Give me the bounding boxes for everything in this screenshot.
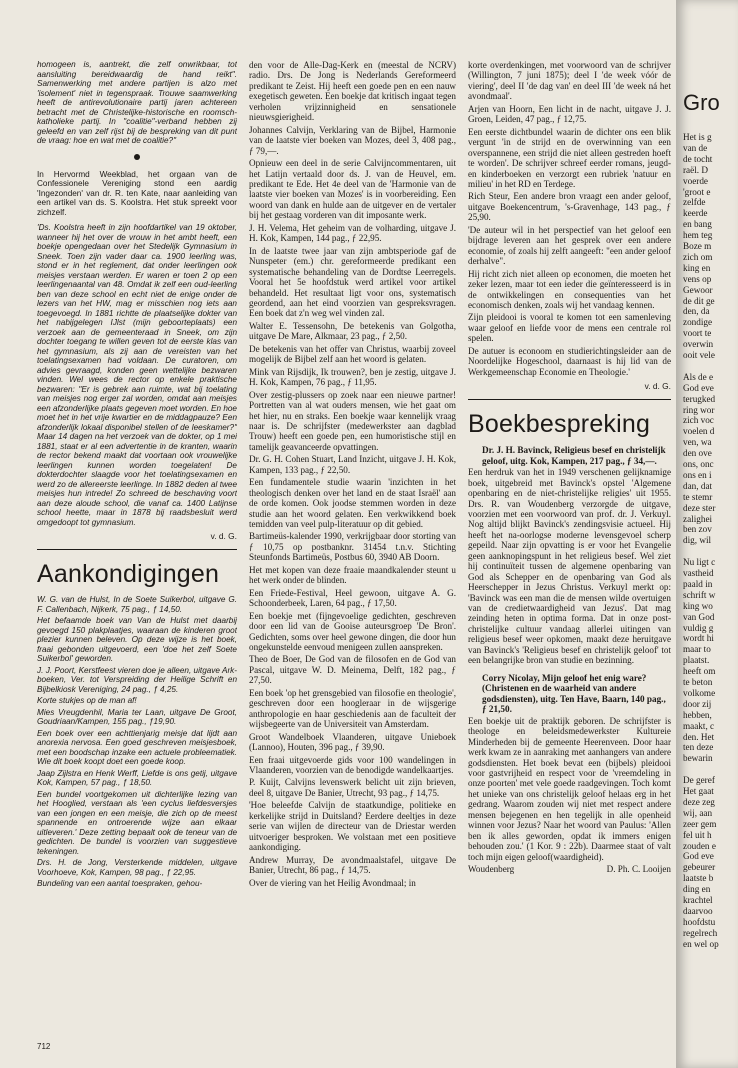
next-page-line: zelfde	[683, 197, 706, 208]
column-left	[37, 60, 237, 1040]
announcement-entry: De betekenis van het offer van Christus, waarbij zoveel mogelijk de Bijbel zelf aan het woord is gelaten.	[249, 343, 456, 365]
next-page-edge	[676, 0, 738, 1068]
next-page-line: God eve	[683, 382, 714, 393]
announcement-entry: Bartimeüs-kalender 1990, verkrijgbaar door storting van ƒ 10,75 op postbanknr. 31454 t.n.v. Stichting Steunfonds Bartimeüs, Postbus 60, 3940 AB Doorn.	[249, 531, 456, 563]
column-middle	[249, 60, 456, 1040]
next-page-line: dig, wil	[683, 535, 712, 546]
next-page-line: paald in	[683, 578, 713, 589]
next-page-line: ooit vele	[683, 350, 715, 360]
review-title-nicolay: Corry Nicolay, Mijn geloof het enig ware? (Christenen en de waarheid van andere godsdiensten), uitg. Ten Have, Baarn, 140 pag., ƒ 21,50.	[482, 672, 666, 715]
next-page-line: den ove	[683, 448, 712, 459]
next-page-line: Het gaat	[683, 786, 714, 796]
next-page-line: king en	[683, 262, 711, 273]
next-page-line: vastheid	[683, 568, 714, 578]
heading-aankondigingen: Aankondigingen	[37, 560, 220, 588]
next-page-heading: Gro	[683, 90, 720, 115]
signature-author: D. Ph. C. Looijen	[606, 864, 671, 875]
announcement-entry: Drs. H. de Jong, Versterkende middelen, uitgave Voorhoeve, Kok, Kampen, 98 pag., ƒ 22,95.	[37, 858, 237, 877]
announcement-entry: Het met kopen van deze fraaie maandkalender steunt u het werk onder de blinden.	[249, 564, 456, 586]
next-page-line: deze zeg	[683, 796, 715, 807]
next-page-line: voerde	[683, 175, 708, 186]
announcement-entry: Dr. G. H. Cohen Stuart, Land Inzicht, uitgave J. H. Kok, Kampen, 133 pag., ƒ 22,50.	[249, 454, 456, 475]
announcement-entry: Een boek over een achttienjarig meisje dat lijdt aan anorexia nervosa. Een goed geschreven meisjesboek, met een boodschap inzake een actuele probleematiek. Wie dit boek koopt doet een goede koop.	[37, 728, 237, 766]
review-signature	[468, 864, 671, 874]
announcement-entry: Andrew Murray, De avondmaalstafel, uitgave De Banier, Utrecht, 86 pag., ƒ 14,75.	[249, 854, 456, 876]
next-page-line: zich om	[683, 251, 713, 262]
announcement-entry: De autuer is econoom en studierichtingsleider aan de Noordelijke Hogeschool, daarnaast is hij lid van de Werkgemeenschap Economie en Theologie.'	[468, 345, 671, 377]
next-page-line: bewarin	[683, 753, 713, 764]
signature-place: Woudenberg	[468, 864, 515, 875]
next-page-line: Nu ligt c	[683, 557, 716, 568]
announcement-entry: W. G. van de Hulst, In de Soete Suikerbol, uitgave G. F. Callenbach, Nijkerk, 75 pag., ƒ 14,50.	[37, 595, 237, 614]
next-page-line: ring wor	[683, 404, 715, 415]
next-page-line: deze ster	[683, 502, 716, 513]
next-page-line: plaatst.	[683, 655, 710, 666]
next-page-line: maakt, c	[683, 720, 715, 731]
announcement-entry: 'Hoe beleefde Calvijn de staatkundige, politieke en kerkelijke strijd in Duitsland? Eerdere deeltjes in deze serie van wijlen de directeur van de Driestar werden uitvoeriger besproken. We volstaan met een positieve aankondiging.	[249, 800, 456, 853]
announcement-entry: J. H. Velema, Het geheim van de volharding, uitgave J. H. Kok, Kampen, 144 pag., ƒ 22,95.	[249, 222, 456, 244]
next-page-line: maar to	[683, 644, 711, 655]
next-page-line: den, da	[683, 306, 710, 317]
next-page-line: voelen d	[683, 426, 715, 437]
announcement-entry: Een fraai uitgevoerde gids voor 100 wandelingen in Vlaanderen, voorzien van de benodigde wandelkaartjes.	[249, 754, 456, 775]
announcement-entry: den voor de Alle-Dag-Kerk en (meestal de NCRV) radio. Drs. De Jong is Nederlands Gereformeerd predikant te Zeist. Hij heeft een goede pen en een nauw exegetisch geweten. Een boekje dat kritisch ingaat tegen verholen vrijzinnigheid en sensationele nieuwsgierigheid.	[249, 60, 456, 123]
bullet-separator	[134, 154, 140, 160]
announcement-entry: Groot Wandelboek Vlaanderen, uitgave Unieboek (Lannoo), Houten, 396 pag., ƒ 39,90.	[249, 731, 456, 753]
announcement-entry: Een eerste dichtbundel waarin de dichter ons een blik vergunt 'in de strijd en de overwinning van een overspannene, een strijd die niet alleen gestreden hoeft te worden'. De schrijver schreef eerder romans, jeugd- en kinderboeken en verzorgt een rubriek 'natuur en milieu' in het RD en Terdege.	[468, 126, 671, 189]
next-page-line: keerde	[683, 208, 708, 219]
announcement-entry: Mink van Rijsdijk, Ik trouwen?, ben je zestig, uitgave J. H. Kok, Kampen, 76 pag., ƒ 11,95.	[249, 366, 456, 388]
announcement-entry: Zijn pleidooi is vooral te komen tot een samenleving waar geloof en liefde voor de mens een centrale rol spelen.	[468, 312, 671, 344]
next-page-line: hebben,	[683, 709, 712, 720]
review-title-bavinck: Dr. J. H. Bavinck, Religieus besef en christelijk geloof, uitg. Kok, Kampen, 217 pag., ƒ 34,—.	[482, 445, 666, 466]
next-page-line: de dit ge	[683, 295, 715, 306]
next-page-line: en wel op	[683, 938, 719, 949]
next-page-line: door zij	[683, 698, 712, 709]
announcement-entry: Een bundel voortgekomen uit dichterlijke lezing van het Hooglied, verstaan als 'een cyclus liefdesversjes van een jongen en een meisje, die zich op de meest spannende en ontroerende wijze aan elkaar uitleveren.' Deze zetting bepaalt ook de teneur van de gedichten. De bundel is voorzien van suggestieve tekeningen.	[37, 789, 237, 856]
next-page-line: te stemr	[683, 491, 713, 502]
next-page-line: 'groot e	[683, 186, 711, 197]
announcement-list	[37, 595, 237, 889]
announcement-entry: Johannes Calvijn, Verklaring van de Bijbel, Harmonie van de laatste vier boeken van Mozes, deel 3, 408 pag., ƒ 79,—.	[249, 124, 456, 156]
next-page-line: van God	[683, 611, 715, 622]
announcement-entry: Een fundamentele studie waarin 'inzichten in het theologisch denken over het land en de staat Israël' aan de orde komen. Ook joodse stemmen worden in deze studie aan het woord gelaten. Een verkwikkend boek temidden van veel pulp-literatuur op dit gebied.	[249, 477, 456, 530]
next-page-line: den. Het	[683, 731, 715, 742]
section-rule	[468, 399, 671, 400]
next-page-line: Gewoor	[683, 284, 713, 295]
announcement-entry: P. Kuijt, Calvijns levenswerk belicht uit zijn brieven, deel 8, uitgave De Banier, Utrecht, 93 pag., ƒ 14,75.	[249, 777, 456, 798]
announcement-entry: Een boekje met (fijngevoelige gedichten, geschreven door een lid van de Gooise auteursgroep 'De Bron'. Gedichten, soms over heel gewone dingen, die door hun ongekunstelde eenvoud menigeen zullen aanspreken.	[249, 610, 456, 653]
announcement-entry: Het befaamde boek van Van de Hulst met daarbij gevoegd 150 plakplaatjes, waaraan de kinderen groot plezier kunnen beleven. Op deze wijze is het boek, fraai gebonden uitgevoerd, een 'doe het zelf Soete Suikerbol' geworden.	[37, 616, 237, 663]
next-page-line: Als de e	[683, 371, 714, 382]
next-page-line: laatste b	[683, 873, 714, 884]
announcement-entry: Over zestig-plussers op zoek naar een nieuwe partner! Portretten van al wat ouders mensen, wie het gaat om het hier, nu en straks. Een boekje waar kennelijk vraag naar is. De schrijfster (medewerkster aan dagblad Trouw) heeft een goede pen, een humoristische stijl en tamelijk geavanceerde opvattingen.	[249, 389, 456, 452]
next-page-line: van de	[683, 142, 708, 153]
announcement-entry: Walter E. Tessensohn, De betekenis van Golgotha, uitgave De Mare, Alkmaar, 23 pag., ƒ 2,50.	[249, 320, 456, 342]
next-page-line: heeft om	[683, 666, 716, 677]
next-page-line: te beton	[683, 677, 713, 687]
next-page-line: vens op	[683, 273, 712, 284]
next-page-line: regelrech	[683, 927, 718, 938]
next-page-line: wij, aan	[683, 807, 713, 818]
next-page-line: Boze m	[683, 241, 712, 251]
announcement-entry: Arjen van Hoorn, Een licht in de nacht, uitgave J. J. Groen, Leiden, 47 pag., ƒ 12,75.	[468, 103, 671, 125]
announcement-entry: Jaap Zijlstra en Henk Werff, Liefde is ons getij, uitgave Kok, Kampen, 57 pag., ƒ 18,50.	[37, 768, 237, 787]
announcement-entry: 'De auteur wil in het perspectief van het geloof een bijdrage leveren aan het gesprek over een andere economie, of zoals hij zelft aangeeft: "een ander geloof derhalve".	[468, 224, 671, 267]
announcement-entry: Korte stukjes op de man af!	[37, 696, 137, 705]
announcement-entry: Een Friede-Festival, Heel gewoon, uitgave A. G. Schoonderbeek, Laren, 64 pag., ƒ 17,50.	[249, 587, 456, 609]
next-page-line: king wo	[683, 600, 713, 611]
next-page-line: De geref	[683, 775, 715, 786]
next-page-line: ten deze	[683, 742, 714, 753]
announcement-entry: Over de viering van het Heilig Avondmaal; in	[249, 877, 416, 888]
next-page-line: de tocht	[683, 153, 713, 164]
next-page-line: volkome	[683, 687, 716, 698]
next-page-line: hoofdstu	[683, 916, 716, 927]
next-page-line: schrift w	[683, 589, 716, 600]
next-page-line: zouden e	[683, 840, 716, 851]
next-page-line: terugked	[683, 393, 716, 404]
next-page-line: zondige	[683, 317, 713, 328]
next-page-line: fel uit h	[683, 829, 712, 840]
next-page-line: krachtel	[683, 895, 713, 905]
announcement-entry: Rich Steur, Een andere bron vraagt een ander geloof, uitgave Boekencentrum, 's-Gravenhage, 143 pag., ƒ 25,90.	[468, 191, 671, 223]
page-number: 712	[37, 1042, 51, 1051]
announcement-entry: Bundeling van een aantal toespraken, gehou-	[37, 879, 203, 888]
announcement-entry: Theo de Boer, De God van de filosofen en de God van Pascal, uitgave W. D. Meinema, Delft, 182 pag., ƒ 27,50.	[249, 654, 456, 686]
signature-vdg-2: v. d. G.	[644, 381, 671, 392]
announcement-entry: Mies Vreugdenhil, Maria ter Laan, uitgave De Groot, Goudriaan/Kampen, 155 pag., ƒ19,90.	[37, 707, 237, 726]
next-page-line: God eve	[683, 851, 714, 862]
next-page-line: dan, dat	[683, 480, 713, 491]
next-page-line: voort te	[683, 328, 712, 339]
next-page-line: gebeurer	[683, 862, 716, 873]
next-page-line: vuldig g	[683, 622, 714, 633]
announcement-entry: J. J. Poort, Kerstfeest vieren doe je alleen, uitgave Ark-boeken, Ver. tot Verspreiding der Heilige Schrift en Bijbelkiosk Vereniging, 24 pag., ƒ 4,25.	[37, 665, 237, 694]
announcement-entry: korte overdenkingen, met voorwoord van de schrijver (Willington, 7 juni 1875); deel I 'de week vóór de viering', deel II 'de dag van' en deel III 'de week ná het avondmaal'.	[468, 60, 671, 102]
next-page-line: ding en	[683, 884, 711, 895]
next-page-line: ven, wa	[683, 437, 712, 448]
review-body-nicolay: Een boekje uit de praktijk geboren. De schrijfster is theologe en beleidsmedewerkster Kultureie Minderheden bij de gemeente Heerenveen. Door haar werk kwam ze in aanraking met aanhangers van andere godsdiensten. Het boek bevat een (bijbels) pleidooi voor gastvrijheid en respect voor de 'vreemdeling in onze poorten' met vele goede raadgevingen. Toch komt het unieke van ons christelijk geloof helaas erg in het gedrang. Waarom zouden wij niet met respect andere mensen bejegenen en hen tegelijk in alle openheid winnen voor Jezus? Naar het woord van Paulus: 'Allen ben ik alles geworden, opdat ik immers enigen behouden zou.' (1 Kor. 9 : 22b). Daarmee staat of valt toch mijn eigen geloof(waardigheid).	[468, 715, 671, 862]
koolstra-quote: 'Ds. Koolstra heeft in zijn hoofdartikel van 19 oktober, wanneer hij het over de vrouw in het ambt heeft, een boekje opengedaan over het Stedelijk Gymnasium in Sneek. Toen zijn vader daar ca. 1900 leerling was, stond er in het reglement, dat onder leerlingen ook meisjes verstaan werden. Er waren er toen 2 op een leerlingenaantal van 48. Omdat ik zelf een oud-leerling ben van deze school en echt niet de enige onder de lezers van het HW, mag er misschien nog iets aan toegevoegd. In 1881 richtte de plaatselijke dokter van het nabijgelegen IJlst (mijn geboorteplaats) een verzoek aan de gemeenteraad in Sneek, om zijn dochter toegang te willen geven tot de eerste klas van het gymnasium, als zij aan de vereisten van het toelatingsexamen had voldaan. De curatoren, om advies gevraagd, konden geen wettelijke bezwaren vinden. Wel wees de rector op enkele praktische bezwaren: "Er is gebrek aan ruimte, wat bij toelating van meisjes nog erger zal worden, omdat aan meisjes een afzonderlijke plaats gegeven moet worden. En hoe moet het in het vrije kwartier en de middagpauze? Een afzonderlijk lokaal disponibel stellen of de leeskamer?" Maar 14 dagen na het verzoek van de dokter, op 1 mei 1881, staat er al een advertentie in de kranten, waarin de rector bekend maakt dat voortaan ook vrouwelijke leerlingen kunnen worden toegelaten! De dokterdochter slaagde voor het toelatingsexamen en werd zo de allereerste leerlinge. In 1882 deden al twee meisjes hun intrede! Zo schreed de beschaving voort aan deze aloude school, die vanaf ca. 1400 Latijnse school heette, maar in 1878 bij raadsbesluit werd omgedoopt tot gymnasium.	[37, 223, 237, 527]
next-page-line: daarvoo	[683, 905, 713, 916]
heading-boekbespreking: Boekbespreking	[468, 410, 651, 439]
column-right	[468, 60, 671, 1040]
announcement-entry: Een boek 'op het grensgebied van filosofie en theologie', geschreven door een hoogleraar in de wijsgerige anthropologie en haar geschiedenis aan de faculteit der wijsbegeerte van de Universiteit van Amsterdam.	[249, 687, 456, 730]
next-page-line: Het is g	[683, 132, 712, 142]
next-page-line: zeer gem	[683, 818, 717, 829]
next-page-line: ben zov	[683, 524, 712, 535]
signature-vdg-1: v. d. G.	[210, 531, 237, 541]
section-rule	[37, 549, 237, 550]
next-page-line: en bang	[683, 219, 712, 230]
next-page-line: overwin	[683, 339, 714, 350]
next-page-line: ons en i	[683, 469, 712, 480]
next-page-line: zalighei	[683, 513, 713, 524]
next-page-line: ons, onc	[683, 459, 714, 469]
review-body-bavinck: Een herdruk van het in 1949 verschenen gelijknamige boek, uitgebreid met Bavinck's opstel 'Algemene openbaring en de niet-christelijke religies' uit 1955. Drs. R. van Woudenberg verzorgde de uitgave, voorzien met een voorwoord van prof. dr. J. Verkuyl. Nog altijd blijkt Bavinck's zendingsvisie actueel. Hij heeft het na-oorlogse moderne levensgevoel scherp gepeild. Naar zijn opvatting is er voor het Evangelie geen aanknopingspunt in het religieus besef. Wel ziet hij continuïteit tussen de algemene openbaring van God als Schepper en de openbaring van God als Heerschepper in Jezus Christus. Verkuyl merkt op: 'Bavinck was een man die de mensen wilde overtuigen van de credietwaardigheid van Jezus'. Dat mag zeinding heten in optima forma. Dat in onze post-christelijke cultuur vandaag allerlei uitingen van religieus besef weer opkomen, maakt deze heruitgave van Bavinck's 'Religieus besef en christelijk geloof' tot een belangrijke bron van studie en bezinning.	[468, 467, 671, 666]
next-page-line: hem teg	[683, 230, 713, 241]
announcement-entry: Hij richt zich niet alleen op economen, die moeten het zeker lezen, maar tot een ieder die geïnteresseerd is in de ontwikkelingen en consequenties van het economisch denken, zoals wij het vandaag kennen.	[468, 268, 671, 310]
announcement-entry: In de laatste twee jaar van zijn ambtsperiode gaf de Nunspeter (em.) chr. gereformeerde predikant een systematische behandeling van de Dordtse Leerregels. Vooral het 5e hoofdstuk werd artikel voor artikel behandeld. Het resultaat ligt voor ons, systematisch geordend, aan het eind voorzien van gespreksvragen. Een boek dat z'n weg wel vinden zal.	[249, 245, 456, 319]
next-page-line: wordt hi	[683, 633, 714, 644]
hervormd-paragraph: In Hervormd Weekblad, het orgaan van de Confessionele Vereniging stond een aardig 'Ingezonden' van dr. R. ten Kate, naar aanleiding van een artikel van ds. S. Koolstra. Het stuk spreekt voor zichzelf.	[37, 169, 237, 217]
next-page-line: raël. D	[683, 164, 708, 175]
intro-paragraph: homogeen is, aantrekt, die zelf onwrikbaar, tot aansluiting bereidwaardig de hand reikt". Samenwerking met andere partijen is alzo met 'isolement' niet in tegenspraak. Trouwe saamwerking heeft de antirevolutionaire partij jaren achtereen betracht met de Christelijke-historische en roomsch-katholieke partij. In "coalitie"-verband hebben zij geleefd en van zelf rijst bij de bespreking van dit punt de vraag: hoe en wat met de coalitie?"	[37, 60, 237, 145]
announcement-entry: Opnieuw een deel in de serie Calvijncommentaren, uit het Latijn vertaald door ds. J. van de Heuvel, em. predikant te Ede. Het 4e deel van de 'Harmonie van de laatste vier boeken van Mozes' is in voorbereiding. Een woord van dank en hulde aan de uitgever en de vertaler bij het gestaag vorderen van dit imposante werk.	[249, 158, 456, 221]
next-page-line: zich voc	[683, 415, 714, 426]
